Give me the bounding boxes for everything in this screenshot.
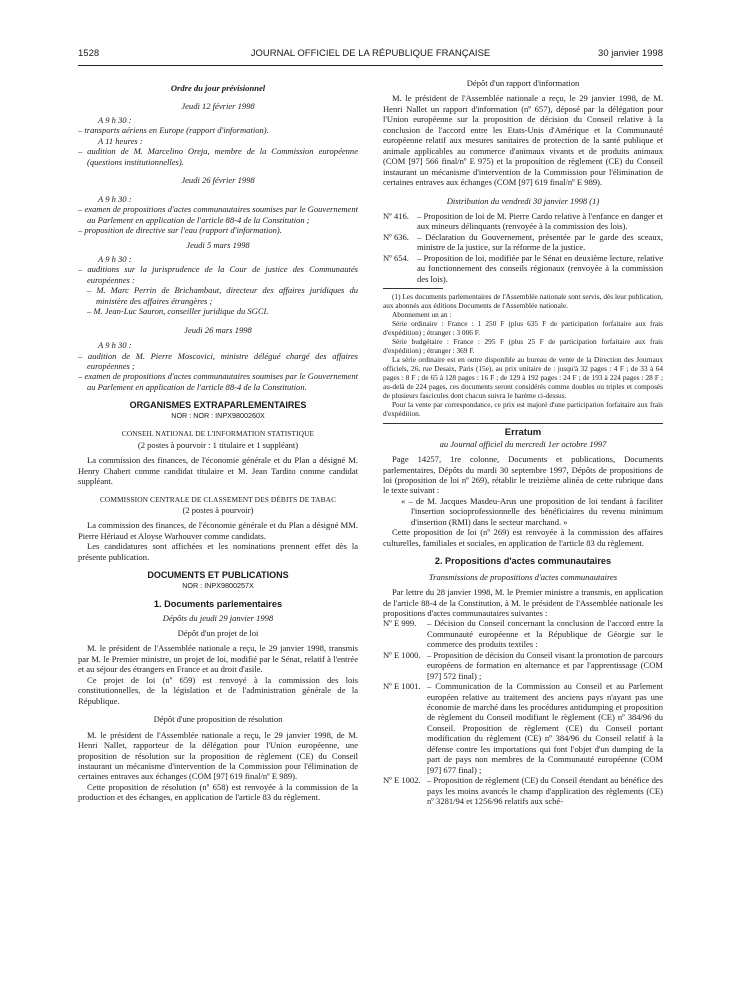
paragraph: Cette proposition de résolution (nº 658) est renvoyée à la commission de la production et des échanges, en application de l'article 83 du règlement. [78,781,358,803]
postes-note: (2 postes à pourvoir : 1 titulaire et 1 suppléant) [137,439,299,450]
item-number: Nº E 1001. [383,681,421,692]
paragraph: M. le président de l'Assemblée nationale a reçu, le 29 janvier 1998, de M. Henri Nallet un rapport d'information (nº 657), déposé par la délégation pour l'Union européenne sur la proposition de décision du Conseil relative à la conclusion de l'accord entre les Etats-Unis d'Amérique et la Communauté européenne relatif aux mesures sanitaires de protection de la santé publique et animale applicables au commerce d'animaux vivants et de produits animaux (COM [97] 566 final/nº E 975) et la proposition de règlement (CE) du Conseil instaurant un mécanisme d'intervention de la Commission pour l'élimination de certaines entraves aux échanges (COM [97] 619 final/nº E 989). [383,93,663,188]
paragraph: La commission des finances, de l'économie générale et du Plan a désigné M. Henry Chabert comme candidat titulaire et M. Jean Tardito comme candidat suppléant. [78,455,358,487]
depot-title: Dépôt d'une proposition de résolution [153,714,283,725]
depot-title: Dépôt d'un rapport d'information [466,78,580,88]
paragraph: Par lettre du 28 janvier 1998, M. le Premier ministre a transmis, en application de l'article 88-4 de la Constitution, à M. le président de l'Assemblée nationale les propositions d'actes communautaires suivantes : [383,587,663,618]
footnote-text: Abonnement un an : [392,310,452,320]
time-heading: A 9 h 30 : [98,193,132,204]
footnote-text: La série ordinaire est en outre disponible au bureau de vente de la Direction des Journaux officiels, 26, rue Desaix, Paris (15e), au prix unitaire de : jusqu'à 32 pages : 4 F ; de 33 à 64 pages : 8 F ; de 65 à 128 pages : 16 F ; de 129 à 192 pages : 24 F ; de 193 à 224 pages : 28 F ; au-delà de 224 pages, ces documents seront considérés comme doubles ou triples et composés de plusieurs fascicules dont chacun suivra le barème ci-dessus. [383,355,663,401]
item-number: Nº 636. [383,231,409,242]
date-heading: Jeudi 12 février 1998 [181,101,255,112]
agenda-item: – auditions sur la jurisprudence de la Cour de justice des Communautés européennes : [78,264,358,285]
subsection-title: 1. Documents parlementaires [153,599,283,610]
item-text: – Proposition de loi de M. Pierre Cardo relative à l'enfance en danger et aux mineurs délinquants (renvoyée à la commission des lois). [417,210,663,232]
agenda-item: – audition de M. Marcelino Oreja, membre de la Commission européenne (questions institutionnelles). [78,146,358,167]
list-item [383,232,663,253]
paragraph: Cette proposition de loi (nº 269) est renvoyée à la commission des affaires culturelles, familiales et sociales, en application de l'article 83 du règlement. [383,527,663,548]
time-heading: A 9 h 30 : [98,340,132,351]
section-title: ORGANISMES EXTRAPARLEMENTAIRES [129,400,307,411]
page-number: 1528 [78,48,100,59]
time-heading: A 11 heures : [98,135,143,146]
item-number: Nº 416. [383,210,409,221]
paragraph: M. le président de l'Assemblée nationale a reçu, le 29 janvier 1998, de M. Henri Nallet, rapporteur de la délégation pour l'Union européenne, une proposition de résolution sur la proposition de règlement (CE) du Conseil instaurant un mécanisme d'intervention de la Commission pour l'élimination de certaines entraves aux échanges (COM [97] 619 final/nº E 989). [78,729,358,782]
erratum-title: Erratum [504,427,542,439]
section-title: DOCUMENTS ET PUBLICATIONS [147,570,289,581]
erratum-subtitle: au Journal officiel du mercredi 1er octobre 1997 [439,438,607,449]
erratum-quote: « – de M. Jacques Masdeu-Arus une proposition de loi tendant à faciliter l'insertion socioprofessionnelle des bénéficiaires du revenu minimum d'insertion (RMI) dans le secteur marchand. » [401,495,663,527]
item-number: Nº E 1002. [383,775,421,786]
page-header [78,48,663,62]
depots-date: Dépôts du jeudi 29 janvier 1998 [162,612,274,623]
right-column [383,78,663,807]
date-heading: Jeudi 5 mars 1998 [186,240,250,251]
list-item [383,618,663,649]
distribution-list [383,211,663,284]
issue-date: 30 janvier 1998 [598,48,663,59]
paragraph: Ce projet de loi (nº 659) est renvoyé à la commission des lois constitutionnelles, de la législation et de l'administration générale de la République. [78,674,358,706]
agenda-subitem: – M. Marc Perrin de Brichambaut, directeur des affaires juridiques du ministère des affaires étrangères ; [87,285,358,306]
item-number: Nº E 999. [383,618,417,629]
agenda-subitem: – M. Jean-Luc Sauron, conseiller juridique du SGCI. [87,306,269,317]
list-item [383,681,663,775]
item-number: Nº 654. [383,252,409,263]
item-text: – Proposition de règlement (CE) du Conseil étendant au bénéfice des pays les moins avancés le champ d'application des règlements (CE) nº 3281/94 et 1256/96 relatifs aux sché- [427,775,663,807]
footnote [383,292,663,418]
distribution-title: Distribution du vendredi 30 janvier 1998 (1) [446,195,600,206]
nor-reference: NOR : INPX9800257X [182,580,254,590]
agenda-item: – examen de propositions d'actes communautaires soumises par le Gouvernement au Parlement en application de l'article 88-4 de la Constitution ; [78,204,358,225]
nor-reference: NOR : NOR : INPX9800260X [171,410,265,420]
agenda-item: – proposition de directive sur l'eau (rapport d'information). [78,224,282,235]
footnote-rule [383,288,443,289]
journal-title: JOURNAL OFFICIEL DE LA RÉPUBLIQUE FRANÇAISE [250,48,491,59]
list-item [383,211,663,232]
list-item [383,775,663,806]
left-column [78,78,358,803]
postes-note: (2 postes à pourvoir) [182,504,254,515]
list-item [383,650,663,681]
date-heading: Jeudi 26 mars 1998 [184,324,252,335]
list-item [383,253,663,284]
agenda-item: – transports aériens en Europe (rapport d'information). [78,125,269,136]
paragraph: Les candidatures sont affichées et les nominations prennent effet dès la présente publication. [78,541,358,562]
item-text: – Communication de la Commission au Conseil et au Parlement européen relative au traitement des anciens pays n'ayant pas une économie de marché dans les procédures antidumping et proposition de règlement du Conseil modifiant le règlement (CE) nº 384/96 du Conseil. Proposition de règlement (CE) du Conseil portant modification du règlement (CE) nº 384/96 du Conseil relatif à la défense contre les importations qui font l'objet d'un dumping de la part de pays non membres de la Communauté européenne (COM [97] 677 final) ; [427,681,663,775]
item-number: Nº E 1000. [383,649,421,660]
body-title: CONSEIL NATIONAL DE L'INFORMATION STATISTIQUE [121,429,315,439]
item-text: – Proposition de décision du Conseil visant la promotion de parcours européens de formation en alternance et par l'apprentissage (COM [97] 572 final) ; [427,649,663,681]
agenda-item: – examen de propositions d'actes communautaires soumises par le Gouvernement au Parlement en application de l'article 88-4 de la Constitution. [78,371,358,392]
item-text: – Proposition de loi, modifiée par le Sénat en deuxième lecture, relative au fonctionnement des conseils régionaux (renvoyée à la commission des lois). [417,252,663,284]
time-heading: A 9 h 30 : [98,253,132,264]
footnote-text: (1) Les documents parlementaires de l'Assemblée nationale sont servis, dès leur publication, aux abonnés aux éditions Documents de l'Assemblée nationale. [383,292,663,311]
time-heading: A 9 h 30 : [98,114,132,125]
paragraph: Page 14257, 1re colonne, Documents et publications, Documents parlementaires, Dépôts du mardi 30 septembre 1997, Dépôts de propositions de loi (proposition de loi nº 269), rétablir le treizième alinéa de cette rubrique dans le texte suivant : [383,454,663,496]
header-rule [78,65,663,66]
paragraph: M. le président de l'Assemblée nationale a reçu, le 29 janvier 1998, transmis par M. le Premier ministre, un projet de loi, modifié par le Sénat, relatif à l'entrée et au séjour des étrangers en France et au droit d'asile. [78,643,358,675]
transmissions-title: Transmissions de propositions d'actes communautaires [428,571,618,582]
footnote-text: Pour la vente par correspondance, ce prix est majoré d'une participation forfaitaire aux frais d'expédition. [383,400,663,419]
ordre-title: Ordre du jour prévisionnel [170,83,266,93]
paragraph: La commission des finances, de l'économie générale et du Plan a désigné MM. Pierre Hériaud et Aloyse Warhouver comme candidats. [78,520,358,541]
footnote-text: Série ordinaire : France : 1 250 F (plus 635 F de participation forfaitaire aux frais d'expédition) ; étranger : 3 006 F. [383,319,663,338]
transmissions-list [383,618,663,806]
item-text: – Décision du Conseil concernant la conclusion de l'accord entre la Communauté européenne et la République de Géorgie sur le commerce des produits textiles : [427,618,663,650]
agenda-item: – audition de M. Pierre Moscovici, ministre délégué chargé des affaires européennes ; [78,350,358,371]
body-title: COMMISSION CENTRALE DE CLASSEMENT DES DÉBITS DE TABAC [99,494,337,504]
item-text: – Déclaration du Gouvernement, présentée par le garde des sceaux, ministre de la justice, sur la réforme de la justice. [417,231,663,253]
footnote-text: Série budgétaire : France : 295 F (plus 25 F de participation forfaitaire aux frais d'expédition) ; étranger : 369 F. [383,337,663,356]
section-rule [383,423,663,424]
subsection-title: 2. Propositions d'actes communautaires [434,556,612,567]
depot-title: Dépôt d'un projet de loi [177,628,259,639]
date-heading: Jeudi 26 février 1998 [181,175,255,186]
